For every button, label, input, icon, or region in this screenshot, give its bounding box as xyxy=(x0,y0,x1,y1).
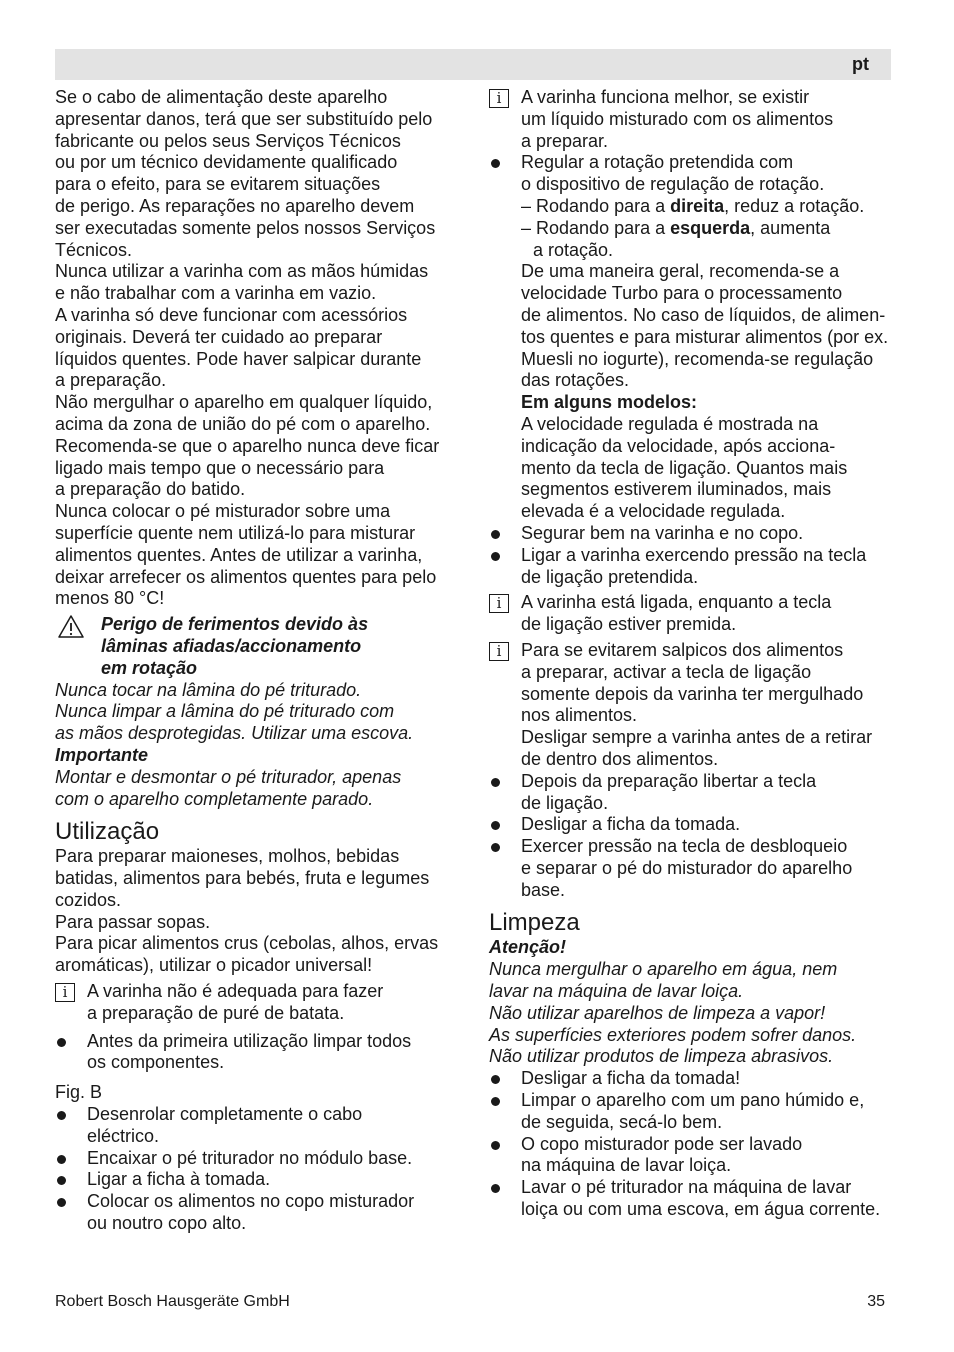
attention-label: Atenção! xyxy=(489,937,567,958)
text-line: Montar e desmontar o pé triturador, apenas xyxy=(55,766,402,787)
dash-item-left: – Rodando para a esquerda, aumenta xyxy=(521,217,831,238)
text-line: Técnicos. xyxy=(55,239,133,260)
bullet-dot-icon xyxy=(57,1176,66,1185)
models-label: Em alguns modelos: xyxy=(521,392,698,413)
bullet-item xyxy=(489,1068,893,1090)
usage-text xyxy=(55,846,465,977)
fig-label: Fig. B xyxy=(55,1082,103,1103)
text-line: Muesli no iogurte), recomenda-se regulação xyxy=(521,348,874,369)
text-line: de alimentos. No caso de líquidos, de alimen- xyxy=(521,304,886,325)
info-icon: i xyxy=(489,642,509,661)
text-line: Nunca limpar a lâmina do pé triturado com xyxy=(55,701,395,722)
text-line: superfície quente nem utilizá-lo para misturar xyxy=(55,522,416,543)
important-text xyxy=(55,767,465,811)
bullet-item xyxy=(489,814,893,836)
info-note-text xyxy=(521,87,893,152)
text-line: Desligar sempre a varinha antes de a retirar xyxy=(521,727,873,748)
bullet-text-line: Depois da preparação libertar a tecla xyxy=(521,770,817,791)
important-label: Importante xyxy=(55,744,149,765)
bullet-dot-icon xyxy=(491,530,500,539)
left-column xyxy=(55,87,465,1235)
text-line: ou por um técnico devidamente qualificado xyxy=(55,152,398,173)
bullet-item xyxy=(55,1169,465,1191)
text-line: a preparar, activar a tecla de ligação xyxy=(521,661,812,682)
bullet-text-line: Ligar a ficha à tomada. xyxy=(87,1169,271,1190)
text-line: de perigo. As reparações no aparelho devem xyxy=(55,195,415,216)
text-line: lavar na máquina de lavar loiça. xyxy=(489,981,744,1002)
text-line: as mãos desprotegidas. Utilizar uma escova. xyxy=(55,723,414,744)
text-line: menos 80 °C! xyxy=(55,588,165,609)
bullet-text-line: Colocar os alimentos no copo misturador xyxy=(87,1191,415,1212)
text-line: os componentes. xyxy=(87,1052,225,1073)
bullets-group-b xyxy=(489,771,893,902)
bullet-text-line: Desenrolar completamente o cabo xyxy=(87,1104,363,1125)
bullet-dot-icon xyxy=(491,159,500,168)
text-line: mento da tecla de ligação. Quantos mais xyxy=(521,457,848,478)
text-line: com o aparelho completamente parado. xyxy=(55,788,374,809)
text-line: Recomenda-se que o aparelho nunca deve ficar xyxy=(55,435,440,456)
bullet-item xyxy=(55,1104,465,1148)
bullet-item xyxy=(489,545,893,589)
footer-company: Robert Bosch Hausgeräte GmbH xyxy=(55,1293,290,1310)
text-line: lâminas afiadas/accionamento xyxy=(101,635,362,656)
warning-block xyxy=(55,614,465,679)
bullet-dot-icon xyxy=(57,1038,66,1047)
text-line: Nunca colocar o pé misturador sobre uma xyxy=(55,501,391,522)
warning-triangle-icon xyxy=(57,614,85,639)
dash-item-right: – Rodando para a direita, reduz a rotação. xyxy=(521,195,865,216)
bullet-text-line: Encaixar o pé triturador no módulo base. xyxy=(87,1147,413,1168)
header-bar xyxy=(55,49,891,80)
text-line: Perigo de ferimentos devido às xyxy=(101,614,369,635)
text-line: Antes da primeira utilização limpar todos xyxy=(87,1030,412,1051)
text-line: Para preparar maioneses, molhos, bebidas xyxy=(55,846,400,867)
text-line: ligado mais tempo que o necessário para xyxy=(55,457,385,478)
bullet-text-line: Desligar a ficha da tomada! xyxy=(521,1068,741,1089)
bullet-dot-icon xyxy=(57,1155,66,1164)
text-line: fabricante ou pelos seus Serviços Técnicos xyxy=(55,130,401,151)
bullet-text xyxy=(521,152,893,196)
bullet-dot-icon xyxy=(491,1141,500,1150)
bullet-dot-icon xyxy=(491,1075,500,1084)
language-code: pt xyxy=(852,54,869,74)
info-note-potato xyxy=(55,981,465,1025)
bullet-item xyxy=(489,771,893,815)
cleaning-heading: Limpeza xyxy=(489,909,580,937)
text-line: de ligação estiver premida. xyxy=(521,614,737,635)
text-line: A velocidade regulada é mostrada na xyxy=(521,413,819,434)
text-line: e não trabalhar com a varinha em vazio. xyxy=(55,283,377,304)
text-line: Nunca tocar na lâmina do pé triturado. xyxy=(55,679,362,700)
text-line: em rotação xyxy=(101,657,198,678)
text-line: Para picar alimentos crus (cebolas, alhos, ervas xyxy=(55,933,439,954)
text-line: cozidos. xyxy=(55,889,122,910)
text-line: tos quentes e para misturar alimentos (por ex. xyxy=(521,326,889,347)
bullet-item xyxy=(489,1134,893,1178)
bullet-text-line: e separar o pé do misturador do aparelho xyxy=(521,857,853,878)
dash-item-continuation: a rotação. xyxy=(533,239,614,260)
bullet-dot-icon xyxy=(491,1097,500,1106)
text-line: Se o cabo de alimentação deste aparelho xyxy=(55,87,388,107)
text-line: a preparação do batido. xyxy=(55,479,246,500)
info-note-liquid xyxy=(489,87,893,152)
text-line: Não utilizar aparelhos de limpeza a vapor! xyxy=(489,1002,826,1023)
text-line: elevada é a velocidade regulada. xyxy=(521,501,786,522)
bullet-text xyxy=(87,1031,465,1075)
text-line: De uma maneira geral, recomenda-se a xyxy=(521,261,840,282)
bullet-text-line: O copo misturador pode ser lavado xyxy=(521,1133,803,1154)
models-text xyxy=(489,414,893,523)
text-line: Para se evitarem salpicos dos alimentos xyxy=(521,639,844,660)
bullet-dot-icon xyxy=(491,552,500,561)
text-line: acima da zona de união do pé com o aparelho. xyxy=(55,413,431,434)
text-line: o dispositivo de regulação de rotação. xyxy=(521,174,825,195)
text-line: líquidos quentes. Pode haver salpicar durante xyxy=(55,348,422,369)
text-line: de dentro dos alimentos. xyxy=(521,748,719,769)
text-line: Não mergulhar o aparelho em qualquer líquido, xyxy=(55,392,433,413)
bullet-text-line: Desligar a ficha da tomada. xyxy=(521,814,741,835)
bullet-item xyxy=(489,523,893,545)
text-line: Para passar sopas. xyxy=(55,911,211,932)
general-recommendation xyxy=(489,261,893,392)
text-line: para o efeito, para se evitarem situações xyxy=(55,174,381,195)
text-line: apresentar danos, terá que ser substituído pelo xyxy=(55,108,433,129)
text-line: somente depois da varinha ter mergulhado xyxy=(521,683,864,704)
info-note-splash xyxy=(489,640,893,771)
text-line: alimentos quentes. Antes de utilizar a varinha, xyxy=(55,544,423,565)
bullet-text-line: loiça ou com uma escova, em água corrente. xyxy=(521,1199,881,1220)
text-line: a preparação de puré de batata. xyxy=(87,1002,345,1023)
text-line: segmentos estiverem iluminados, mais xyxy=(521,479,832,500)
warning-text xyxy=(55,680,465,745)
bullet-dot-icon xyxy=(491,1184,500,1193)
info-icon: i xyxy=(489,89,509,108)
bullet-text-line: Limpar o aparelho com um pano húmido e, xyxy=(521,1090,865,1111)
bullet-text-line: eléctrico. xyxy=(87,1125,160,1146)
bullet-dot-icon xyxy=(57,1198,66,1207)
text-line: nos alimentos. xyxy=(521,705,638,726)
text-line: A varinha não é adequada para fazer xyxy=(87,981,384,1002)
safety-paragraphs xyxy=(55,87,465,610)
text-line: A varinha está ligada, enquanto a tecla xyxy=(521,592,832,613)
text-line: Nunca mergulhar o aparelho em água, nem xyxy=(489,959,838,980)
usage-heading: Utilização xyxy=(55,818,160,846)
bullets-group-a xyxy=(489,523,893,588)
bullet-text-line: na máquina de lavar loiça. xyxy=(521,1155,732,1176)
text-line: a preparar. xyxy=(521,130,609,151)
text-line: originais. Deverá ter cuidado ao preparar xyxy=(55,326,383,347)
right-column xyxy=(489,87,893,1221)
bullet-text-line: ou noutro copo alto. xyxy=(87,1213,247,1234)
bullet-text-line: Exercer pressão na tecla de desbloqueio xyxy=(521,836,848,857)
bullet-item xyxy=(55,1148,465,1170)
bullet-text-line: de ligação pretendida. xyxy=(521,566,699,587)
info-note-text xyxy=(521,640,893,771)
text-line: ser executadas somente pelos nossos Serviços xyxy=(55,217,436,238)
footer-page-number: 35 xyxy=(867,1293,885,1310)
bullet-first-use xyxy=(55,1031,465,1075)
attention-text xyxy=(489,959,893,1068)
text-line: Não utilizar produtos de limpeza abrasivos. xyxy=(489,1046,834,1067)
text-line: a preparação. xyxy=(55,370,167,391)
bullet-item xyxy=(489,1177,893,1221)
bullet-text-line: Segurar bem na varinha e no copo. xyxy=(521,522,804,543)
bullet-item xyxy=(55,1191,465,1235)
text-line: batidas, alimentos para bebés, fruta e legumes xyxy=(55,868,430,889)
text-line: um líquido misturado com os alimentos xyxy=(521,108,834,129)
bullet-text-line: Ligar a varinha exercendo pressão na tecla xyxy=(521,544,867,565)
bullet-text-line: Lavar o pé triturador na máquina de lavar xyxy=(521,1177,852,1198)
bullet-dot-icon xyxy=(491,843,500,852)
bullet-text-line: de seguida, secá-lo bem. xyxy=(521,1111,723,1132)
bullet-text-line: base. xyxy=(521,879,566,900)
text-line: Nunca utilizar a varinha com as mãos húmidas xyxy=(55,261,429,282)
bullet-text-line: de ligação. xyxy=(521,792,609,813)
info-icon: i xyxy=(55,983,75,1002)
text-line: As superfícies exteriores podem sofrer danos. xyxy=(489,1024,857,1045)
info-note-text xyxy=(521,592,893,636)
bullet-item xyxy=(489,836,893,901)
text-line: indicação da velocidade, após acciona- xyxy=(521,435,836,456)
info-note-switch xyxy=(489,592,893,636)
text-line: velocidade Turbo para o processamento xyxy=(521,283,843,304)
text-line: das rotações. xyxy=(521,370,630,391)
bullet-dot-icon xyxy=(491,778,500,787)
bullet-item xyxy=(489,1090,893,1134)
info-note-text xyxy=(87,981,465,1025)
text-line: aromáticas), utilizar o picador universal! xyxy=(55,955,373,976)
fig-bullets xyxy=(55,1104,465,1235)
bullet-dot-icon xyxy=(57,1111,66,1120)
text-line: Regular a rotação pretendida com xyxy=(521,152,794,173)
text-line: deixar arrefecer os alimentos quentes para pelo xyxy=(55,566,437,587)
warning-title xyxy=(101,614,465,679)
text-line: A varinha funciona melhor, se existir xyxy=(521,87,810,107)
info-icon: i xyxy=(489,594,509,613)
bullets-group-c xyxy=(489,1068,893,1221)
bullet-rotation xyxy=(489,152,893,196)
text-line: A varinha só deve funcionar com acessórios xyxy=(55,304,408,325)
bullet-dot-icon xyxy=(491,821,500,830)
